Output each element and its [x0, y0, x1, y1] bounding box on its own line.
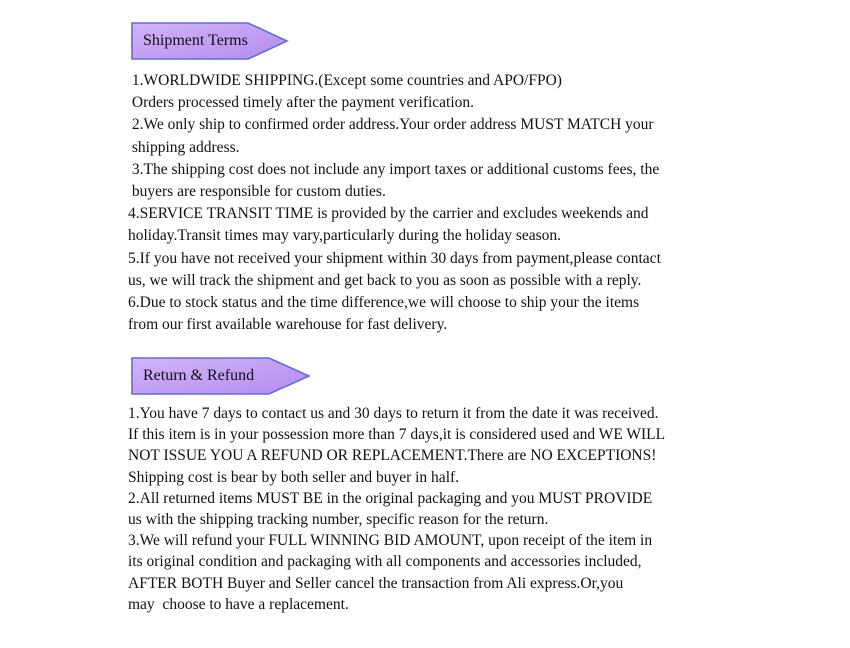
- text-line: 6.Due to stock status and the time difference,we will choose to ship your the items: [128, 293, 640, 311]
- text-line: us with the shipping tracking number, specific reason for the return.: [128, 510, 549, 528]
- text-line: Orders processed timely after the payment verification.: [128, 94, 475, 112]
- text-line: from our first available warehouse for fast delivery.: [128, 316, 448, 334]
- text-line: buyers are responsible for custom duties.: [128, 182, 386, 200]
- return-refund-body: [128, 403, 665, 615]
- text-line: may choose to have a replacement.: [128, 595, 349, 613]
- text-line: us, we will track the shipment and get back to you as soon as possible with a reply.: [128, 271, 642, 289]
- text-line: Shipping cost is bear by both seller and buyer in half.: [128, 468, 460, 486]
- text-line: AFTER BOTH Buyer and Seller cancel the transaction from Ali express.Or,you: [128, 574, 624, 592]
- shipment-terms-title: Shipment Terms: [143, 32, 248, 49]
- text-line: 1.WORLDWIDE SHIPPING.(Except some countries and APO/FPO): [128, 72, 562, 89]
- return-refund-header: [131, 357, 313, 395]
- text-line: 4.SERVICE TRANSIT TIME is provided by the carrier and excludes weekends and: [128, 205, 649, 223]
- text-line: 5.If you have not received your shipment within 30 days from payment,please contact: [128, 249, 661, 267]
- shipment-terms-header: [131, 22, 291, 60]
- text-line: 2.All returned items MUST BE in the original packaging and you MUST PROVIDE: [128, 489, 653, 507]
- text-line: shipping address.: [128, 138, 240, 156]
- return-refund-title: Return & Refund: [143, 367, 255, 384]
- text-line: 3.We will refund your FULL WINNING BID AMOUNT, upon receipt of the item in: [128, 532, 653, 550]
- text-line: 1.You have 7 days to contact us and 30 days to return it from the date it was received.: [128, 405, 659, 422]
- text-line: If this item is in your possession more than 7 days,it is considered used and WE WILL: [128, 426, 666, 444]
- text-line: 3.The shipping cost does not include any import taxes or additional customs fees, the: [128, 160, 660, 178]
- text-line: 2.We only ship to confirmed order address.Your order address MUST MATCH your: [128, 116, 654, 134]
- text-line: its original condition and packaging with all components and accessories included,: [128, 553, 642, 571]
- text-line: NOT ISSUE YOU A REFUND OR REPLACEMENT.There are NO EXCEPTIONS!: [128, 447, 657, 465]
- shipment-terms-body: [128, 70, 661, 336]
- text-line: holiday.Transit times may vary,particularly during the holiday season.: [128, 227, 562, 245]
